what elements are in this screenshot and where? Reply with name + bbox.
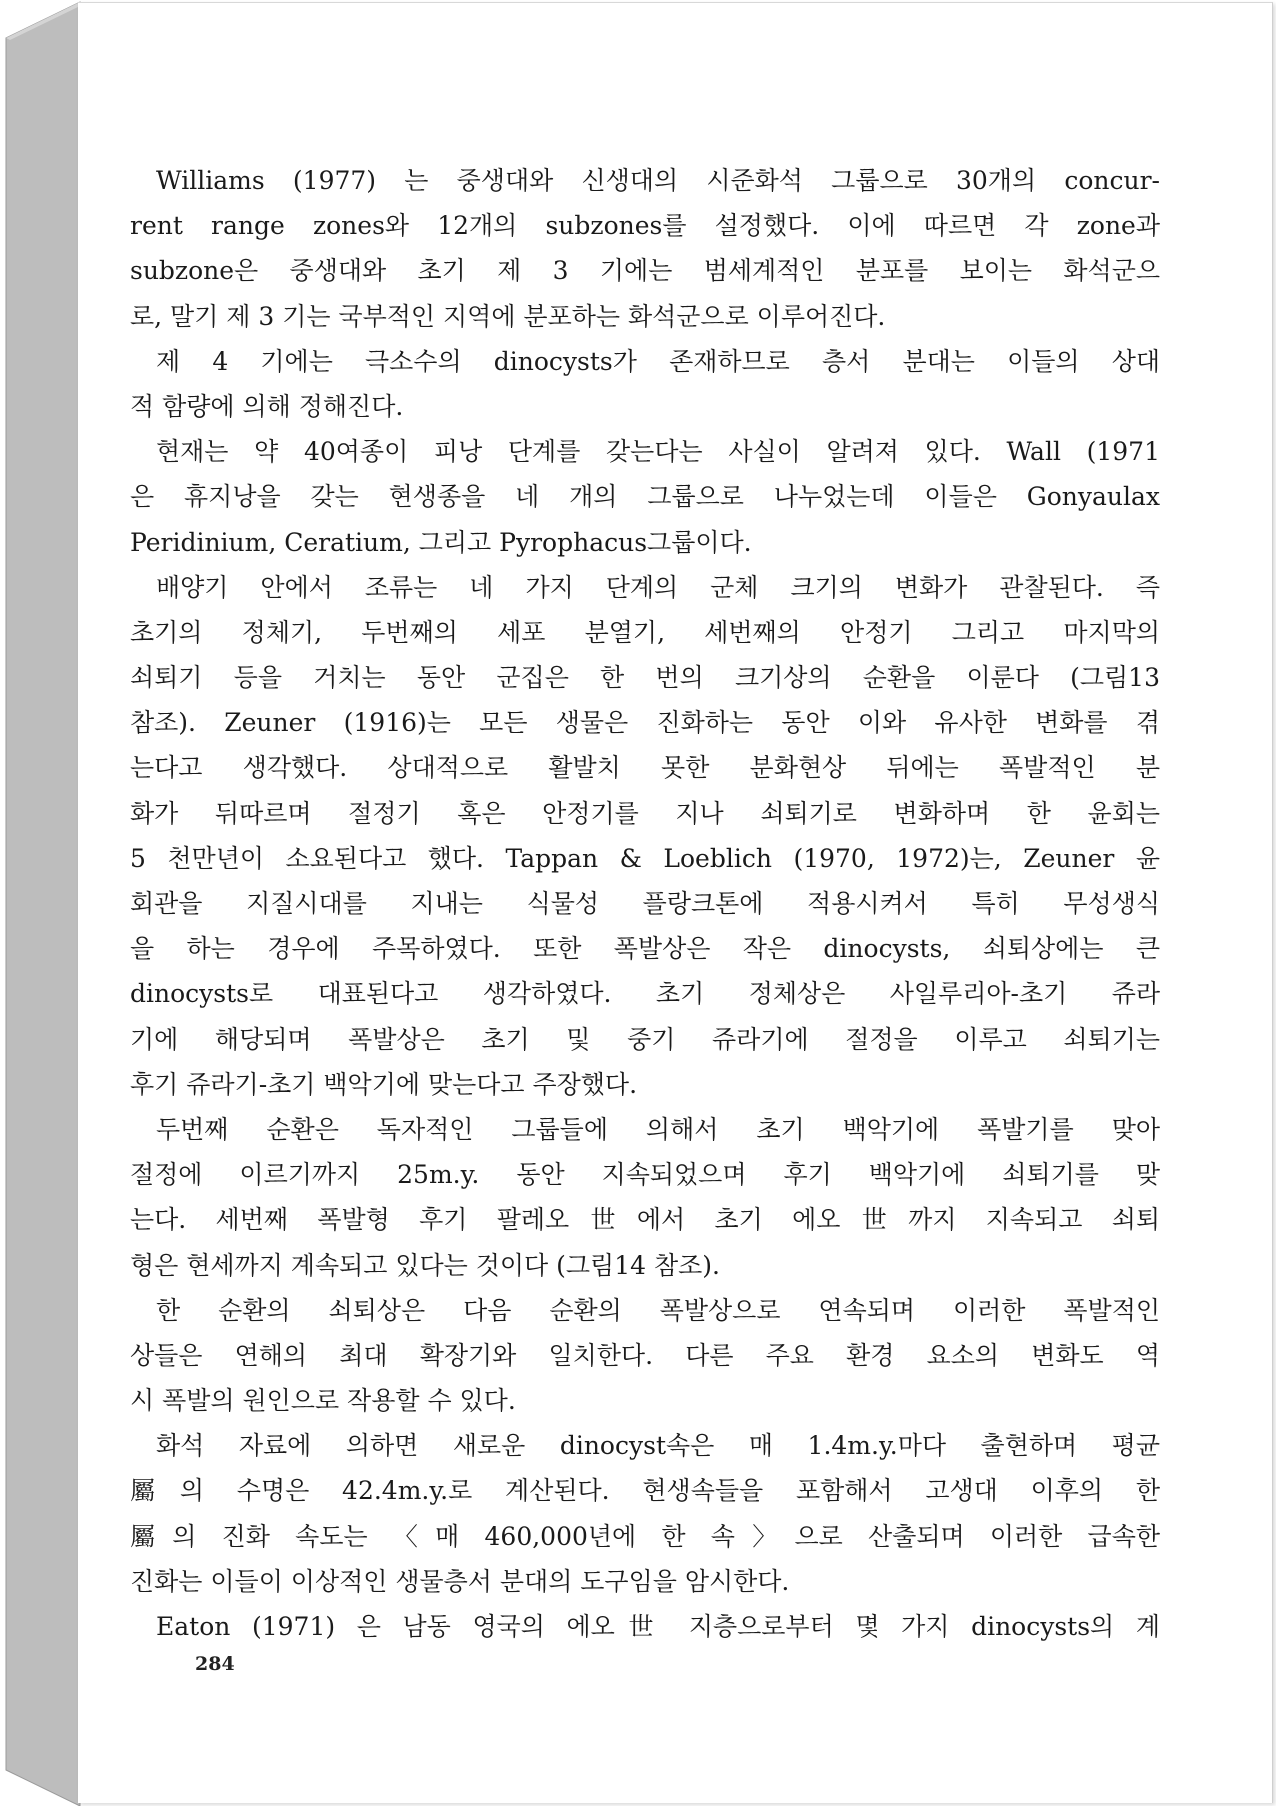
- text-line: 진화는 이들이 이상적인 생물층서 분대의 도구임을 암시한다.: [130, 1566, 790, 1596]
- text-line: 적 함량에 의해 정해진다.: [130, 391, 404, 421]
- text-line: 는다. 세번째 폭발형 후기 팔레오世에서 초기 에오世까지 지속되고 쇠퇴: [130, 1205, 1160, 1235]
- text-line: 5 천만년이 소요된다고 했다. Tappan & Loeblich (1970, 1972)는, Zeuner 윤: [130, 843, 1160, 873]
- text-line: Williams (1977) 는 중생대와 신생대의 시준화석 그룹으로 30개의 concur-: [156, 166, 1160, 195]
- text-line: 화석 자료에 의하면 새로운 dinocyst속은 매 1.4m.y.마다 출현하며 평균: [156, 1431, 1160, 1461]
- text-line: 현재는 약 40여종이 피낭 단계를 갖는다는 사실이 알려져 있다. Wall (1971: [156, 437, 1160, 467]
- text-line: 회관을 지질시대를 지내는 식물성 플랑크톤에 적용시켜서 특히 무성생식: [130, 889, 1160, 918]
- text-line: 초기의 정체기, 두번째의 세포 분열기, 세번째의 안정기 그리고 마지막의: [130, 617, 1160, 647]
- text-line: 제 4 기에는 극소수의 dinocysts가 존재하므로 층서 분대는 이들의 상대: [156, 346, 1160, 376]
- page-number: 284: [195, 1653, 235, 1675]
- text-line: 을 하는 경우에 주목하였다. 또한 폭발상은 작은 dinocysts, 쇠퇴상에는 큰: [130, 934, 1160, 964]
- text-line: 로, 말기 제 3 기는 국부적인 지역에 분포하는 화석군으로 이루어진다.: [130, 301, 886, 331]
- text-line: 참조). Zeuner (1916)는 모든 생물은 진화하는 동안 이와 유사한 변화를 겪: [130, 708, 1160, 738]
- text-line: 화가 뒤따르며 절정기 혹은 안정기를 지나 쇠퇴기로 변화하며 한 윤회는: [130, 798, 1160, 828]
- text-line: Eaton (1971) 은 남동 영국의 에오世 지층으로부터 몇 가지 dinocysts의 계: [156, 1612, 1160, 1641]
- text-line: Peridinium, Ceratium, 그리고 Pyrophacus그룹이다.: [130, 527, 752, 557]
- text-line: 한 순환의 쇠퇴상은 다음 순환의 폭발상으로 연속되며 이러한 폭발적인: [156, 1295, 1160, 1325]
- text-line: 은 휴지낭을 갖는 현생종을 네 개의 그룹으로 나누었는데 이들은 Gonyaulax: [130, 482, 1160, 512]
- text-line: 屬의 수명은 42.4m.y.로 계산된다. 현생속들을 포함해서 고생대 이후의 한: [130, 1476, 1160, 1506]
- text-line: 쇠퇴기 등을 거치는 동안 군집은 한 번의 크기상의 순환을 이룬다 (그림13: [130, 663, 1160, 693]
- body-text: [130, 158, 1160, 1649]
- text-line: rent range zones와 12개의 subzones를 설정했다. 이에 따르면 각 zone과: [130, 211, 1160, 241]
- text-line: dinocysts로 대표된다고 생각하였다. 초기 정체상은 사일루리아-초기 쥬라: [130, 979, 1160, 1009]
- text-line: 절정에 이르기까지 25m.y. 동안 지속되었으며 후기 백악기에 쇠퇴기를 맞: [130, 1160, 1160, 1190]
- text-line: 는다고 생각했다. 상대적으로 활발치 못한 분화현상 뒤에는 폭발적인 분: [130, 753, 1160, 783]
- text-line: subzone은 중생대와 초기 제 3 기에는 범세계적인 분포를 보이는 화석군으: [130, 256, 1160, 286]
- text-line: 후기 쥬라기-초기 백악기에 맞는다고 주장했다.: [130, 1069, 638, 1099]
- text-line: 형은 현세까지 계속되고 있다는 것이다 (그림14 참조).: [130, 1250, 720, 1280]
- text-line: 기에 해당되며 폭발상은 초기 및 중기 쥬라기에 절정을 이루고 쇠퇴기는: [130, 1024, 1160, 1054]
- text-line: 시 폭발의 원인으로 작용할 수 있다.: [130, 1386, 516, 1416]
- text-line: 두번째 순환은 독자적인 그룹들에 의해서 초기 백악기에 폭발기를 맞아: [156, 1114, 1160, 1144]
- text-line: 상들은 연해의 최대 확장기와 일치한다. 다른 주요 환경 요소의 변화도 역: [130, 1340, 1160, 1370]
- text-line: 屬의 진화 속도는 〈매 460,000년에 한 속〉으로 산출되며 이러한 급속한: [130, 1521, 1160, 1551]
- text-line: 배양기 안에서 조류는 네 가지 단계의 군체 크기의 변화가 관찰된다. 즉: [156, 572, 1160, 602]
